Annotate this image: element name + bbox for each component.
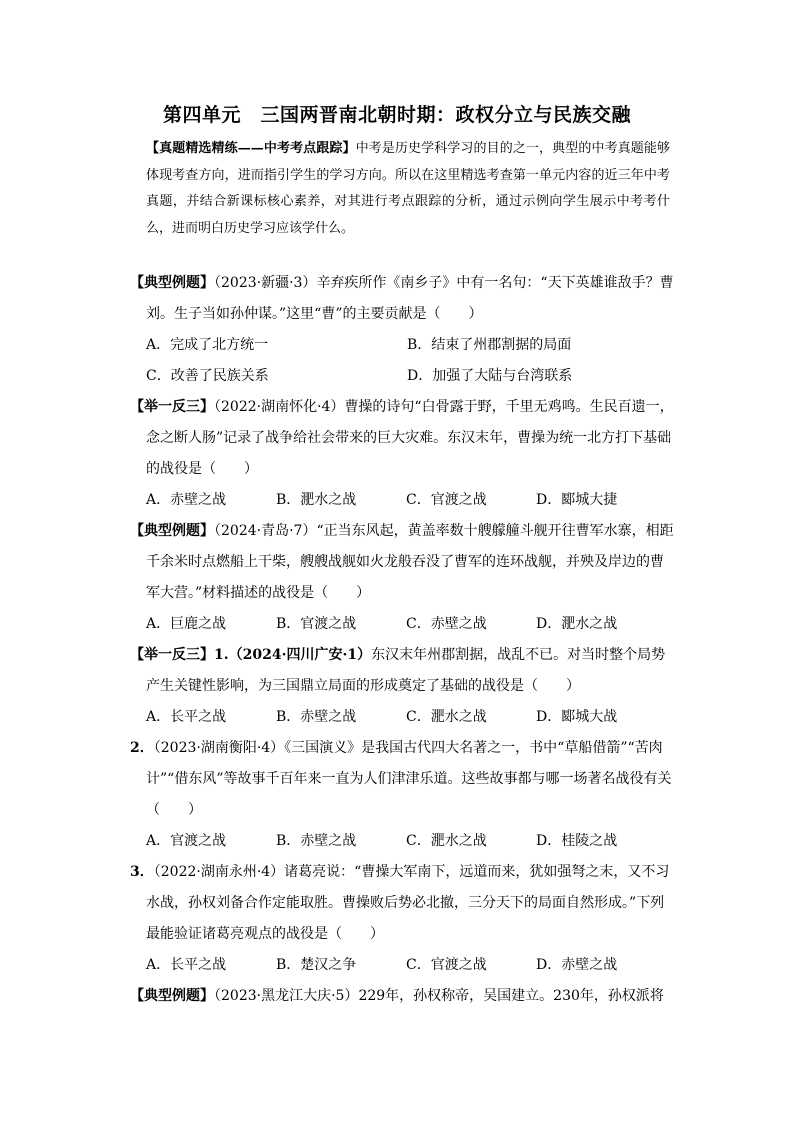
option-b[interactable]: B．楚汉之争 — [276, 957, 357, 973]
question-stem — [0, 268, 794, 330]
option-a[interactable]: A．长平之战 — [146, 957, 227, 973]
option-a[interactable]: A．巨鹿之战 — [146, 616, 227, 632]
question-tag: 【典型例题】 — [130, 523, 214, 539]
option-b[interactable]: B．赤壁之战 — [276, 709, 357, 725]
question-stem — [0, 640, 794, 702]
option-a[interactable]: A．长平之战 — [146, 709, 227, 725]
question-tag: 【典型例题】 — [130, 988, 214, 1004]
option-row-2 — [0, 361, 794, 392]
question-2 — [0, 392, 794, 516]
question-source: （2023·湖南衡阳·4） — [153, 740, 285, 756]
option-c[interactable]: C．淝水之战 — [406, 833, 487, 849]
option-row — [0, 702, 794, 733]
question-stem — [0, 516, 794, 609]
option-b[interactable]: B．淝水之战 — [276, 492, 357, 508]
question-stem — [0, 392, 794, 485]
option-a[interactable]: A．官渡之战 — [146, 833, 227, 849]
question-stem — [0, 733, 794, 826]
option-a[interactable]: A．完成了北方统一 — [146, 337, 269, 353]
question-1 — [0, 268, 794, 392]
page-title: 第四单元 三国两晋南北朝时期：政权分立与民族交融 — [162, 104, 631, 126]
option-d[interactable]: D．桂陵之战 — [536, 833, 618, 849]
intro-text: 中考是历史学科学习的目的之一，典型的中考真题能够体现考查方向，进而指引学生的学习方向。所以在这里精选考查第一单元内容的近三年中考真题，并结合新课标核心素养，对其进行考点跟踪的分析，通过示例向学生展示中考考什么，进而明白历史学习应该学什么。 — [146, 141, 670, 236]
question-source: （2022·湖南怀化·4） — [214, 399, 345, 415]
option-d[interactable]: D．郾城大捷 — [536, 492, 618, 508]
option-row — [0, 485, 794, 516]
question-source: （2022·湖南永州·4） — [153, 864, 285, 880]
option-c[interactable]: C．赤壁之战 — [406, 616, 487, 632]
option-b[interactable]: B．赤壁之战 — [276, 833, 357, 849]
question-stem — [0, 981, 794, 1012]
option-c[interactable]: C．淝水之战 — [406, 709, 487, 725]
question-tag: 【举一反三】 — [130, 647, 214, 663]
question-list — [0, 268, 794, 1012]
option-row — [0, 609, 794, 640]
question-number: 2． — [130, 740, 154, 756]
question-source: 1.（2024·四川广安·1） — [214, 647, 372, 663]
question-text: 诸葛亮说：“曹操大军南下，远道而来，犹如强弩之末，又不习水战，孙权刘备合作定能取胜。曹操败后势必北撤，三分天下的局面自然形成。”下列最能验证诸葛亮观点的战役是（ ） — [146, 864, 670, 942]
option-d[interactable]: D．赤壁之战 — [536, 957, 618, 973]
option-row-1 — [0, 330, 794, 361]
question-text: 229年，孙权称帝，吴国建立。230年，孙权派将 — [358, 988, 664, 1004]
option-d[interactable]: D．郾城大战 — [536, 709, 618, 725]
question-tag: 【典型例题】 — [130, 275, 214, 291]
option-c[interactable]: C．改善了民族关系 — [146, 368, 269, 384]
question-text: 辛弃疾所作《南乡子》中有一名句：“天下英雄谁敌手？曹刘。生子当如孙仲谋。”这里“曹”的主要贡献是（ ） — [146, 275, 674, 322]
question-3 — [0, 516, 794, 640]
option-a[interactable]: A．赤壁之战 — [146, 492, 227, 508]
option-row — [0, 826, 794, 857]
option-d[interactable]: D．加强了大陆与台湾联系 — [407, 368, 573, 384]
question-text: “正当东风起，黄盖率数十艘艨艟斗舰开往曹军水寨，相距千余米时点燃船上干柴，艘艘战舰如火龙般吞没了曹军的连环战舰，并殃及岸边的曹军大营。”材料描述的战役是（ ） — [146, 523, 674, 601]
question-text: 曹操的诗句“白骨露于野，千里无鸡鸣。生民百遗一，念之断人肠”记录了战争给社会带来的巨大灾难。东汉末年，曹操为统一北方打下基础的战役是（ ） — [146, 399, 674, 477]
option-b[interactable]: B．结束了州郡割据的局面 — [407, 337, 572, 353]
question-6 — [0, 857, 794, 981]
option-d[interactable]: D．淝水之战 — [536, 616, 618, 632]
question-7 — [0, 981, 794, 1012]
option-b[interactable]: B．官渡之战 — [276, 616, 357, 632]
question-number: 3． — [130, 864, 154, 880]
option-c[interactable]: C．官渡之战 — [406, 957, 487, 973]
question-4 — [0, 640, 794, 733]
intro-paragraph — [146, 136, 670, 242]
question-source: （2023·新疆·3） — [214, 275, 317, 291]
question-5 — [0, 733, 794, 857]
question-source: （2024·青岛·7） — [214, 523, 317, 539]
question-tag: 【举一反三】 — [130, 399, 214, 415]
option-row — [0, 950, 794, 981]
question-source: （2023·黑龙江大庆·5） — [214, 988, 359, 1004]
option-c[interactable]: C．官渡之战 — [406, 492, 487, 508]
question-text: 《三国演义》是我国古代四大名著之一，书中“草船借箭”“苦肉计”“借东风”等故事千百年来一直为人们津津乐道。这些故事都与哪一场著名战役有关（ ） — [146, 740, 672, 818]
question-text: 东汉末年州郡割据，战乱不已。对当时整个局势产生关键性影响，为三国鼎立局面的形成奠定了基础的战役是（ ） — [146, 647, 666, 694]
question-stem — [0, 857, 794, 950]
intro-tag: 【真题精选精练——中考考点跟踪】 — [146, 141, 356, 156]
